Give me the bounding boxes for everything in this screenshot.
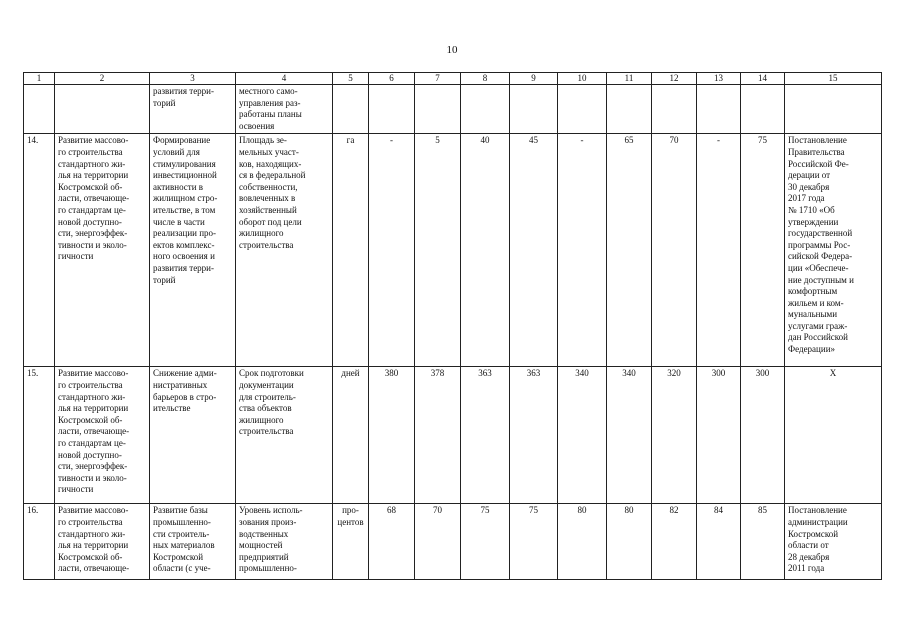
table-cell [461,85,510,134]
table-cell [24,85,55,134]
cell-text: Площадь зе- мельных участ- ков, находящих- ся в федеральной собственности, вовлеченных в хозяйственный оборот под цели жилищного строительства [239,135,306,250]
col-header: 12 [652,73,697,85]
row-number: 15. [24,367,55,504]
col-header: 8 [461,73,510,85]
indicators-table [23,72,882,580]
continuation-row [24,85,882,134]
table-cell [55,134,150,367]
cell-text: местного само- управления раз- работаны планы освоения [239,86,302,131]
col-header: 11 [607,73,652,85]
value-cell: 340 [607,367,652,504]
value-cell: 5 [415,134,461,367]
cell-text: Срок подготовки документации для строитель- ства объектов жилищного строительства [239,368,304,437]
value-cell: 363 [510,367,558,504]
col-header: 7 [415,73,461,85]
value-cell: - [558,134,607,367]
cell-text: дней [341,368,360,379]
table-row [24,134,882,367]
table-cell [55,504,150,580]
value-cell: 300 [697,367,741,504]
cell-text: Постановление Правительства Российской Фе- дерации от 30 декабря 2017 года № 1710 «Об утверждении государственной программы Рос- сийской Федера- ции «Обеспече- ние доступным и комфортным жильем и ком- мунальными услугами граж- дан Российской Федерации» [788,135,854,355]
table-cell [236,134,333,367]
table-cell [236,85,333,134]
col-header: 15 [785,73,882,85]
table-cell [150,504,236,580]
value-cell: 80 [558,504,607,580]
col-header: 4 [236,73,333,85]
table-cell [55,367,150,504]
value-cell: - [697,134,741,367]
table-cell [785,85,882,134]
unit-cell [333,504,369,580]
table-cell [741,85,785,134]
table-cell [785,367,882,504]
table-row [24,367,882,504]
unit-cell [333,367,369,504]
table-cell [415,85,461,134]
col-header: 1 [24,73,55,85]
table-cell [236,367,333,504]
unit-cell [333,134,369,367]
col-header: 9 [510,73,558,85]
table-cell [697,85,741,134]
value-cell: 80 [607,504,652,580]
cell-text: про- центов [337,505,364,527]
value-cell: 70 [652,134,697,367]
table-cell [785,134,882,367]
col-header: 14 [741,73,785,85]
value-cell: 363 [461,367,510,504]
value-cell: 70 [415,504,461,580]
col-header: 10 [558,73,607,85]
table-cell [510,85,558,134]
value-cell: 82 [652,504,697,580]
value-cell: 84 [697,504,741,580]
value-cell: 40 [461,134,510,367]
cell-text: Развитие базы промышленно- сти строитель- ных материалов Костромской области (с уче- [153,505,215,574]
table-cell [558,85,607,134]
value-cell: 85 [741,504,785,580]
value-cell: 300 [741,367,785,504]
table-cell [333,85,369,134]
table-cell [652,85,697,134]
cell-text: Снижение адми- нистративных барьеров в стро- ительстве [153,368,217,414]
cell-text: Постановление администрации Костромской области от 28 декабря 2011 года [788,505,848,574]
value-cell: 75 [461,504,510,580]
value-cell: 45 [510,134,558,367]
table-cell [369,85,415,134]
cell-text: Развитие массово- го строительства стандартного жи- лья на территории Костромской об- ласти, отвечающе- [58,505,130,574]
table-row [24,504,882,580]
cell-text: X [829,368,837,379]
row-number: 16. [24,504,55,580]
table-cell [785,504,882,580]
col-header: 6 [369,73,415,85]
value-cell: 75 [741,134,785,367]
value-cell: 320 [652,367,697,504]
header-row [24,73,882,85]
col-header: 2 [55,73,150,85]
value-cell: 380 [369,367,415,504]
col-header: 5 [333,73,369,85]
cell-text: Развитие массово- го строительства стандартного жи- лья на территории Костромской об- ласти, отвечающе- го стандартам це- новой доступно- сти, энергоэффек- тивности и эколо- гичности [58,368,130,495]
table-cell [607,85,652,134]
value-cell: 378 [415,367,461,504]
table-cell [150,134,236,367]
value-cell: 68 [369,504,415,580]
cell-text: Уровень исполь- зования произ- водственных мощностей предприятий промышленно- [239,505,303,574]
value-cell: 65 [607,134,652,367]
row-number: 14. [24,134,55,367]
value-cell: 75 [510,504,558,580]
cell-text: развития терри- торий [153,86,214,108]
cell-text: Формирование условий для стимулирования инвестиционной активности в жилищном стро- ительстве, в том числе в части реализации про- ектов комплекс- ного освоения и развития терри- торий [153,135,218,285]
table-cell [236,504,333,580]
col-header: 3 [150,73,236,85]
value-cell: - [369,134,415,367]
page-number: 10 [446,44,458,56]
col-header: 13 [697,73,741,85]
cell-text: Развитие массово- го строительства стандартного жи- лья на территории Костромской об- ласти, отвечающе- го стандартам це- новой доступно- сти, энергоэффек- тивности и эколо- гичности [58,135,130,262]
cell-text: га [346,135,355,146]
value-cell: 340 [558,367,607,504]
table-cell [150,367,236,504]
table-cell [55,85,150,134]
table-cell [150,85,236,134]
